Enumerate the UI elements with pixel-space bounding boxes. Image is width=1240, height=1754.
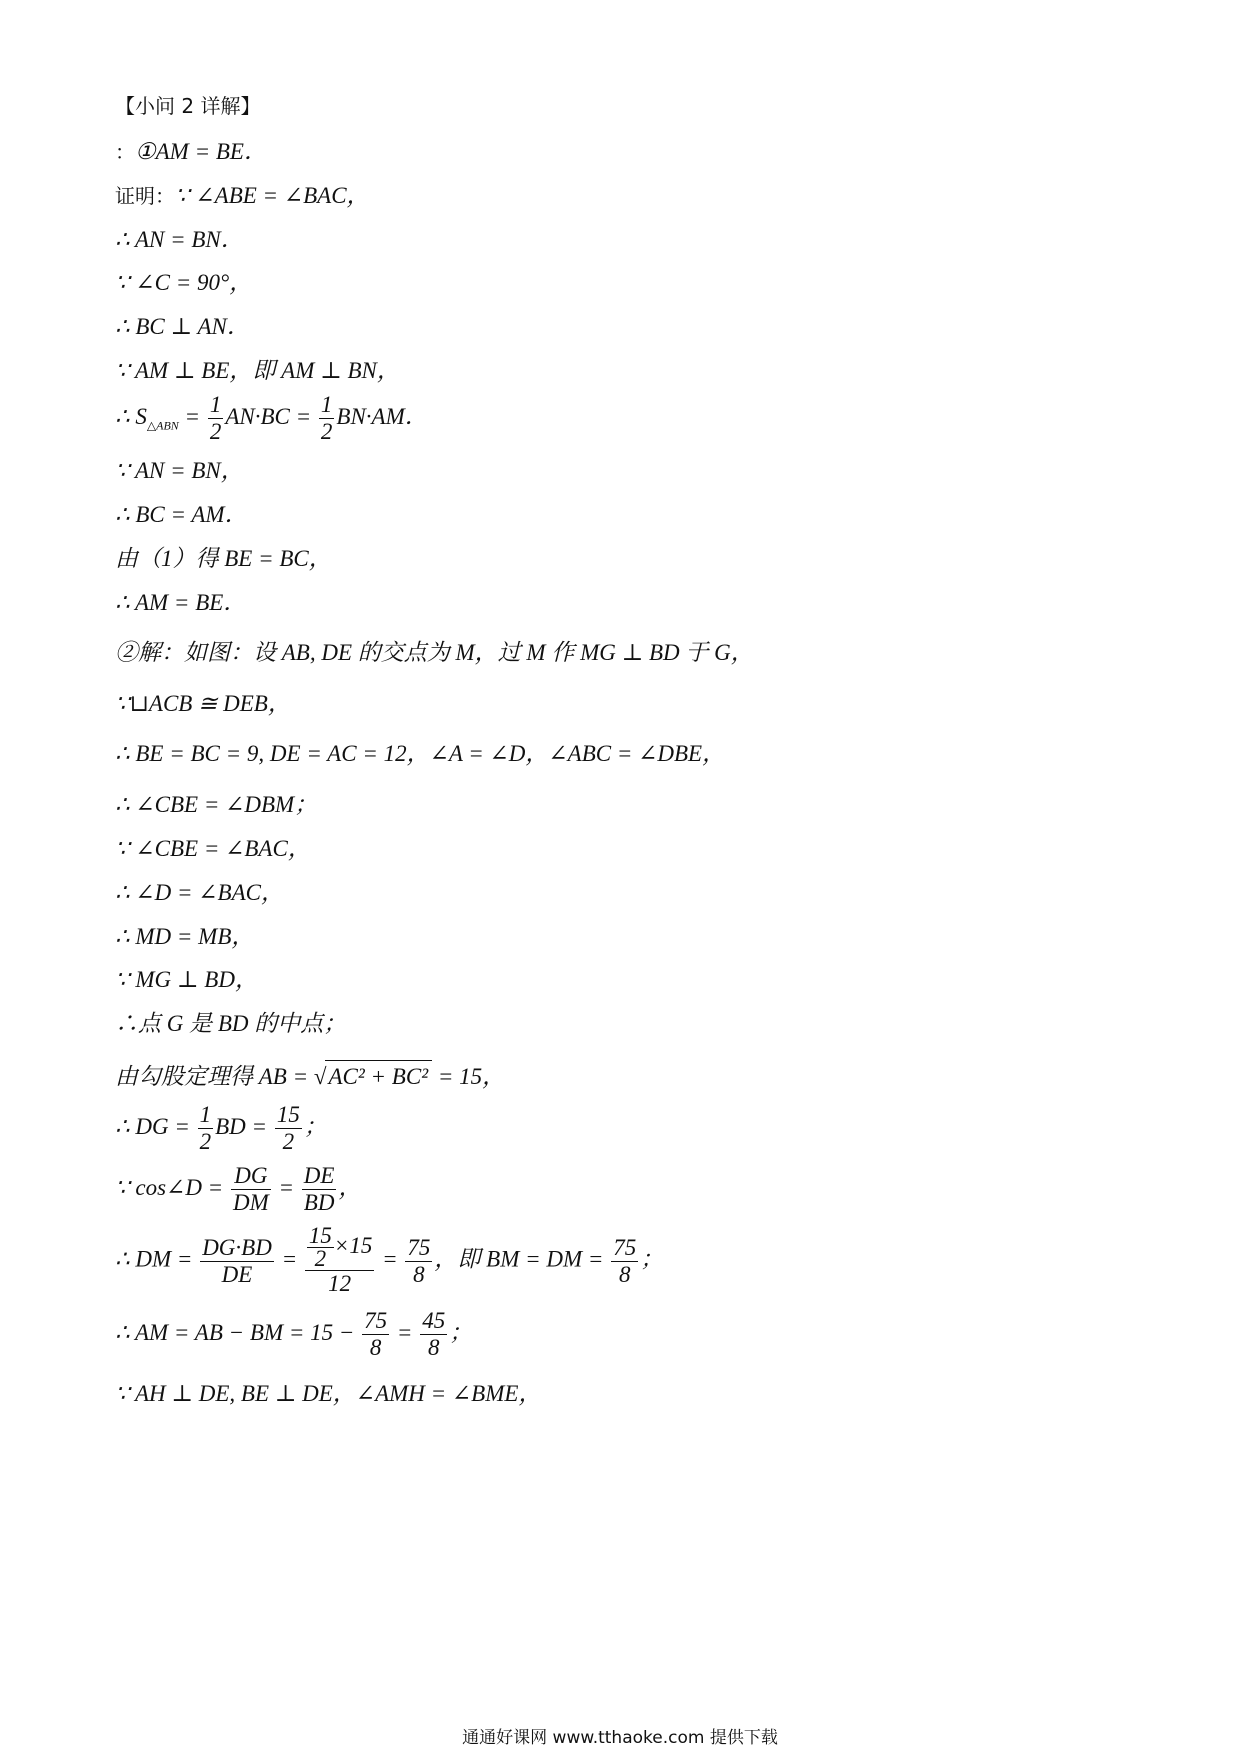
section-heading: 【小问 2 详解】	[115, 94, 261, 118]
proof-line: ∴ BE = BC = 9, DE = AC = 12，∠A = ∠D，∠ABC = ∠DBE，	[115, 741, 726, 766]
fraction: $\frac{1}{2}$	[320, 392, 333, 444]
answer-line: ：①AM = BE．	[115, 139, 267, 164]
fraction: $\frac{45}{8}$	[422, 1308, 446, 1360]
proof-line: ∴ AN = BN．	[115, 227, 244, 252]
proof-line: ∵⊔ACB ≅ DEB，	[115, 691, 291, 716]
solution-start-line: ②解：如图：设 AB, DE 的交点为 M，过 M 作 MG ⊥ BD 于 G，	[115, 640, 754, 665]
proof-line: ∵ AH ⊥ DE, BE ⊥ DE，∠AMH = ∠BME，	[115, 1381, 542, 1406]
proof-line: ∴ AM = BE．	[115, 590, 247, 615]
proof-line: ∴点 G 是 BD 的中点；	[115, 1011, 347, 1036]
proof-line: ∴ BC ⊥ AN．	[115, 314, 250, 339]
sqrt-symbol: √	[313, 1064, 327, 1089]
proof-line: ∴ ∠CBE = ∠DBM；	[115, 792, 318, 817]
area-equation-line: ∴ $S_{\triangle ABN}$ = $\frac{1}{2}$ AN·BC = $\frac{1}{2}$ BN·AM．	[115, 392, 428, 444]
fraction: $\frac{75}{8}$	[613, 1234, 637, 1287]
proof-line: ∵ AN = BN，	[115, 458, 244, 483]
proof-line: ∵ ∠C = 90°，	[115, 270, 253, 295]
fraction: $\frac{1}{2}$	[209, 392, 222, 444]
cos-line: ∵ cos∠D = $\frac{DG}{DM}$ = $\frac{DE}{BD}$ ，	[115, 1163, 362, 1215]
proof-line: 由（1）得 BE = BC，	[115, 546, 332, 571]
fraction: $\frac{DG}{DM}$	[232, 1163, 269, 1215]
proof-line: ∵ AM ⊥ BE，即 AM ⊥ BN，	[115, 358, 400, 383]
proof-start-line: 证明：∵ ∠ABE = ∠BAC，	[115, 183, 370, 208]
dm-line: ∴ DM = $\frac{DG\cdot BD}{DE}$ = $\frac{15}{2}$ ×15 12 = $\frac{75}{8}$ ，即 BM = DM = $\frac{75}{8}$ ；	[115, 1223, 664, 1296]
pythagorean-line: 由勾股定理得 AB = √AC² + BC² = 15，	[115, 1060, 505, 1091]
compound-fraction: $\frac{15}{2}$ ×15 12	[305, 1225, 375, 1297]
fraction: $\frac{1}{2}$	[199, 1102, 212, 1154]
fraction: $\frac{DE}{BD}$	[303, 1163, 335, 1215]
proof-line: ∴ MD = MB，	[115, 924, 255, 949]
proof-line: ∴ BC = AM．	[115, 502, 248, 527]
proof-line: ∴ ∠D = ∠BAC，	[115, 880, 284, 905]
fraction: $\frac{DG\cdot BD}{DE}$	[202, 1234, 272, 1287]
dg-line: ∴ DG = $\frac{1}{2}$ BD = $\frac{15}{2}$ ；	[115, 1102, 327, 1154]
proof-line: ∵ MG ⊥ BD，	[115, 967, 258, 992]
page-footer: 通通好课网 www.tthaoke.com 提供下载	[462, 1728, 778, 1748]
am-line: ∴ AM = AB − BM = 15 − $\frac{75}{8}$ = $\frac{45}{8}$ ；	[115, 1308, 473, 1360]
proof-line: ∵ ∠CBE = ∠BAC，	[115, 836, 311, 861]
inner-fraction: $\frac{15}{2}$	[308, 1223, 332, 1271]
fraction: $\frac{75}{8}$	[407, 1234, 431, 1287]
fraction: $\frac{15}{2}$	[276, 1102, 300, 1154]
fraction: $\frac{75}{8}$	[364, 1308, 388, 1360]
